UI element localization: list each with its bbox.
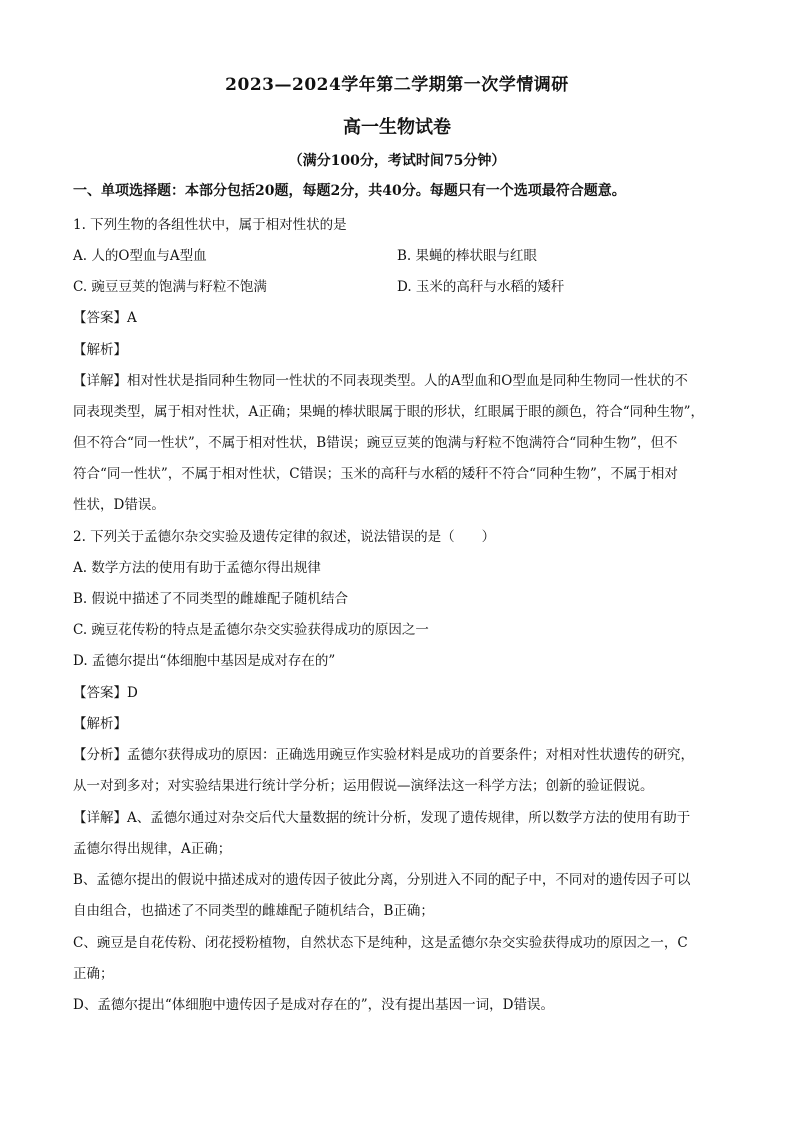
q2-detail-line: B、孟德尔提出的假说中描述成对的遗传因子彼此分离，分别进入不同的配子中，不同对的遗传因子可以: [73, 872, 691, 888]
q1-detail-line: 性状，D错误。: [73, 497, 165, 513]
q1-analysis-label: 【解析】: [73, 342, 127, 358]
q1-answer: 【答案】A: [73, 310, 137, 326]
q1-detail-line: 符合“同一性状”，不属于相对性状，C错误；玉米的高秆与水稻的矮秆不符合“同种生物”，不属于相对: [73, 466, 678, 482]
exam-note: （满分100分，考试时间75分钟）: [288, 153, 506, 169]
q2-option-a: A. 数学方法的使用有助于孟德尔得出规律: [73, 560, 321, 576]
q2-analysis-label: 【解析】: [73, 716, 127, 732]
q2-detail-line: D、孟德尔提出“体细胞中遗传因子是成对存在的”，没有提出基因一词，D错误。: [73, 997, 554, 1013]
section-heading: 一、单项选择题：本部分包括20题，每题2分，共40分。每题只有一个选项最符合题意。: [73, 183, 626, 199]
q1-option-a: A. 人的O型血与A型血: [73, 248, 207, 264]
q2-stem: 2. 下列关于孟德尔杂交实验及遗传定律的叙述，说法错误的是（ ）: [73, 529, 496, 545]
q1-stem: 1. 下列生物的各组性状中，属于相对性状的是: [73, 217, 347, 233]
q1-detail-line: 同表现类型，属于相对性状，A正确；果蝇的棒状眼属于眼的形状，红眼属于眼的颜色，符合“同种生物”，: [73, 404, 705, 420]
q1-detail-line: 但不符合“同一性状”，不属于相对性状，B错误；豌豆豆荚的饱满与籽粒不饱满符合“同种生物”，但不: [73, 435, 678, 451]
exam-subject: 高一生物试卷: [343, 117, 451, 138]
q2-detail-line: 正确；: [73, 966, 114, 982]
exam-title: 2023—2024学年第二学期第一次学情调研: [225, 75, 569, 95]
q2-detail-line: 【详解】A、孟德尔通过对杂交后代大量数据的统计分析，发现了遗传规律，所以数学方法的使用有助于: [73, 810, 691, 826]
q2-answer: 【答案】D: [73, 685, 138, 701]
q1-option-b: B. 果蝇的棒状眼与红眼: [397, 248, 538, 264]
q1-option-d: D. 玉米的高秆与水稻的矮秆: [397, 279, 565, 295]
q2-option-b: B. 假说中描述了不同类型的雌雄配子随机结合: [73, 591, 349, 607]
q2-detail-line: 自由组合，也描述了不同类型的雌雄配子随机结合，B正确；: [73, 903, 434, 919]
q1-option-c: C. 豌豆豆荚的饱满与籽粒不饱满: [73, 279, 267, 295]
q1-detail-line: 【详解】相对性状是指同种生物同一性状的不同表现类型。人的A型血和O型血是同种生物同一性状的不: [73, 373, 688, 389]
q2-detail-line: 孟德尔得出规律，A正确；: [73, 841, 232, 857]
q2-fenxi-line: 【分析】孟德尔获得成功的原因：正确选用豌豆作实验材料是成功的首要条件；对相对性状遗传的研究，: [73, 747, 694, 763]
q2-detail-line: C、豌豆是自花传粉、闭花授粉植物，自然状态下是纯种，这是孟德尔杂交实验获得成功的原因之一，C: [73, 935, 688, 951]
q2-option-d: D. 孟德尔提出“体细胞中基因是成对存在的”: [73, 653, 336, 669]
q2-fenxi-line: 从一对到多对；对实验结果进行统计学分析；运用假说—演绎法这一科学方法；创新的验证假说。: [73, 778, 654, 794]
q2-option-c: C. 豌豆花传粉的特点是孟德尔杂交实验获得成功的原因之一: [73, 622, 429, 638]
